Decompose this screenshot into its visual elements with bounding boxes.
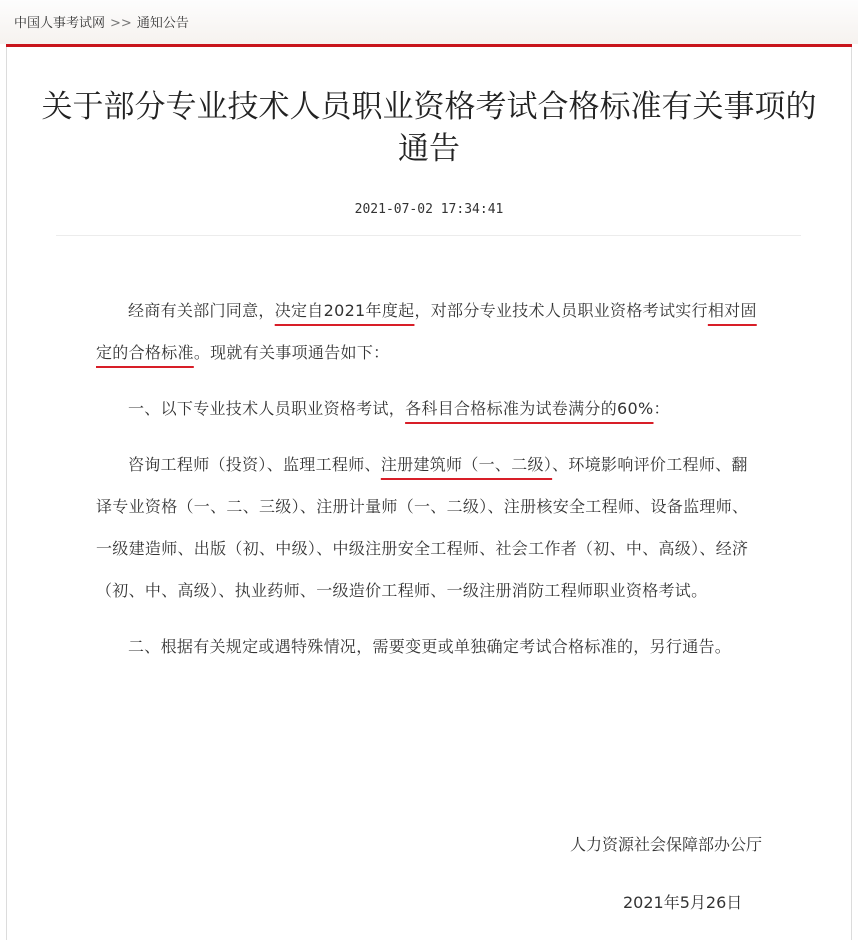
top-bar <box>0 0 858 44</box>
publish-datetime: 2021-07-02 17:34:41 <box>354 202 504 217</box>
exam-list-text-1: 咨询工程师（投资）、监理工程师、 <box>128 455 381 474</box>
issuing-office: 人力资源社会保障部办公厅 <box>569 835 762 854</box>
paragraph-item-two: 二、根据有关规定或遇特殊情况，需要变更或单独确定考试合格标准的，另行通告。 <box>128 637 732 656</box>
exam-list-highlight-architect: 注册建筑师（一、二级） <box>380 455 553 474</box>
intro-highlight-standard: 相对固定的合格标准 <box>96 301 757 362</box>
paragraph-intro <box>96 290 762 374</box>
intro-text-3: 。现就有关事项通告如下： <box>193 343 390 362</box>
item-one-highlight: 各科目合格标准为试卷满分的60% <box>405 399 654 418</box>
intro-highlight-year: 决定自2021年度起 <box>274 301 415 320</box>
item-one-text: 一、以下专业技术人员职业资格考试， <box>128 399 406 418</box>
breadcrumb-section-link[interactable]: 通知公告 <box>136 16 189 31</box>
breadcrumb-home-link[interactable]: 中国人事考试网 <box>14 16 106 31</box>
title-divider <box>56 235 801 236</box>
exam-list-text-2: 、环境影响评价工程师、翻译专业资格（一、二、三级）、注册计量师（一、二级）、注册核安全工程师、设备监理师、一级建造师、出版（初、中级）、中级注册安全工程师、社会工作者（初、中、高级）、经济（初、中、高级）、执业药师、一级造价工程师、一级注册消防工程师职业资格考试。 <box>96 455 749 600</box>
breadcrumb <box>14 12 189 31</box>
intro-text-1: 经商有关部门同意， <box>128 301 275 320</box>
breadcrumb-separator: >> <box>110 16 132 31</box>
article-title: 关于部分专业技术人员职业资格考试合格标准有关事项的通告 <box>41 89 817 167</box>
issue-date: 2021年5月26日 <box>623 893 743 912</box>
intro-text-2: ，对部分专业技术人员职业资格考试实行 <box>414 301 708 320</box>
paragraph-item-one <box>96 388 762 430</box>
item-one-colon: ： <box>653 399 670 418</box>
paragraph-exam-list <box>96 444 762 612</box>
article-body <box>96 290 762 668</box>
